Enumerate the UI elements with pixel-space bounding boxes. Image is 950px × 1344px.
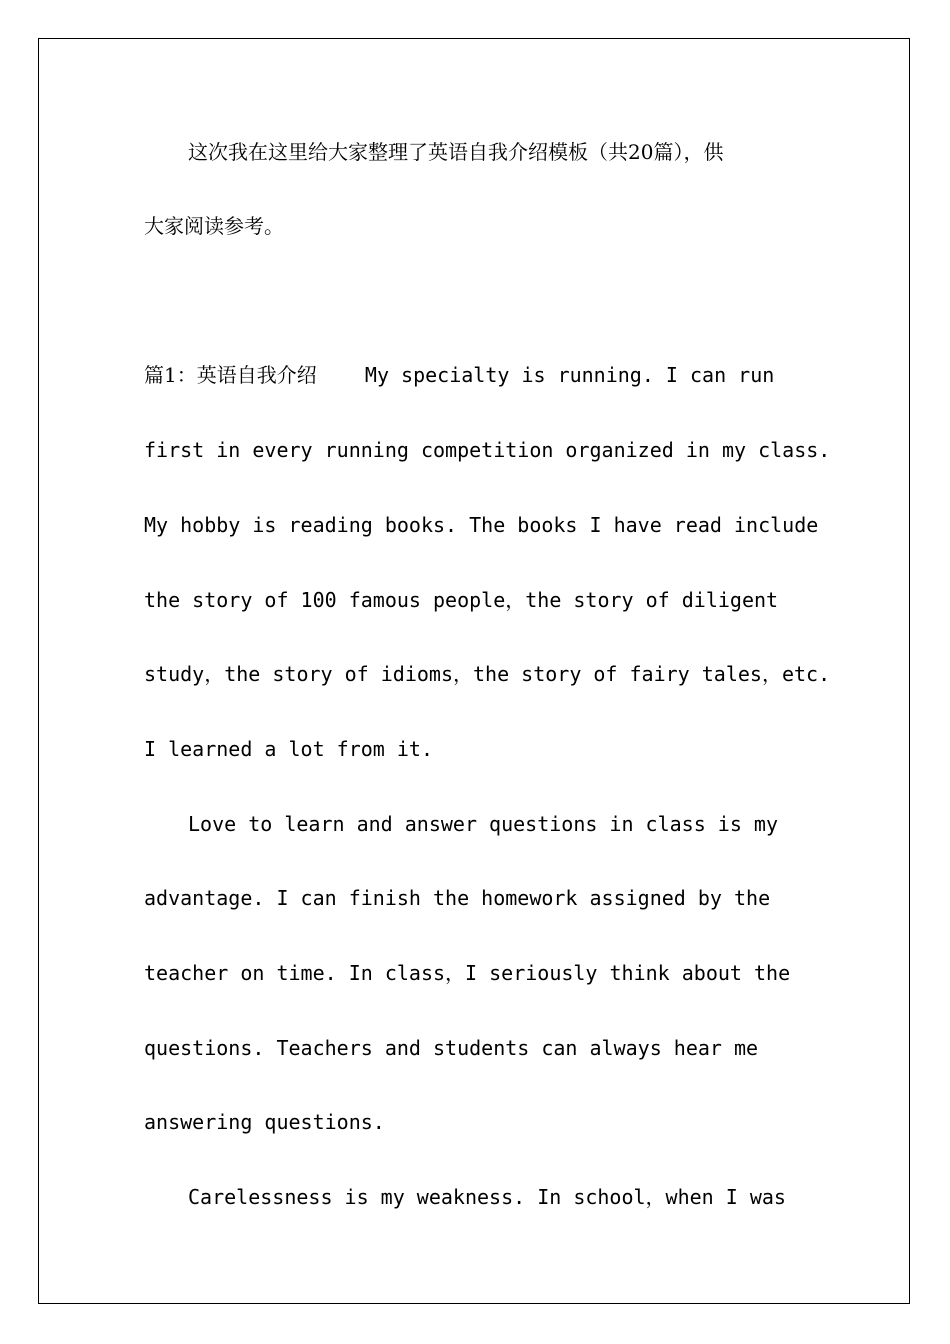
paragraph-line: study，the story of idioms，the story of fairy tales，etc. xyxy=(144,662,831,686)
paragraph-line: questions. Teachers and students can always hear me xyxy=(144,1036,759,1060)
paragraph-line: the story of 100 famous people，the story of diligent xyxy=(144,588,779,612)
section-1-heading: 篇1：英语自我介绍 xyxy=(144,363,317,387)
paragraph-line: My hobby is reading books. The books I have read include xyxy=(144,513,819,537)
intro-line-1: 这次我在这里给大家整理了英语自我介绍模板（共20篇），供 xyxy=(188,140,724,164)
paragraph-line: advantage. I can finish the homework assigned by the xyxy=(144,886,771,910)
section-1-first-line xyxy=(144,361,774,389)
paragraph-line: teacher on time. In class，I seriously think about the xyxy=(144,961,791,985)
paragraph-line: My specialty is running. I can run xyxy=(364,363,775,387)
intro-line-2: 大家阅读参考。 xyxy=(144,214,284,238)
paragraph-line: first in every running competition organized in my class. xyxy=(144,438,831,462)
paragraph-line: I learned a lot from it. xyxy=(144,737,433,761)
paragraph-line: Love to learn and answer questions in class is my xyxy=(188,812,779,836)
paragraph-line: answering questions. xyxy=(144,1110,385,1134)
paragraph-line: Carelessness is my weakness. In school，when I was xyxy=(188,1185,786,1209)
